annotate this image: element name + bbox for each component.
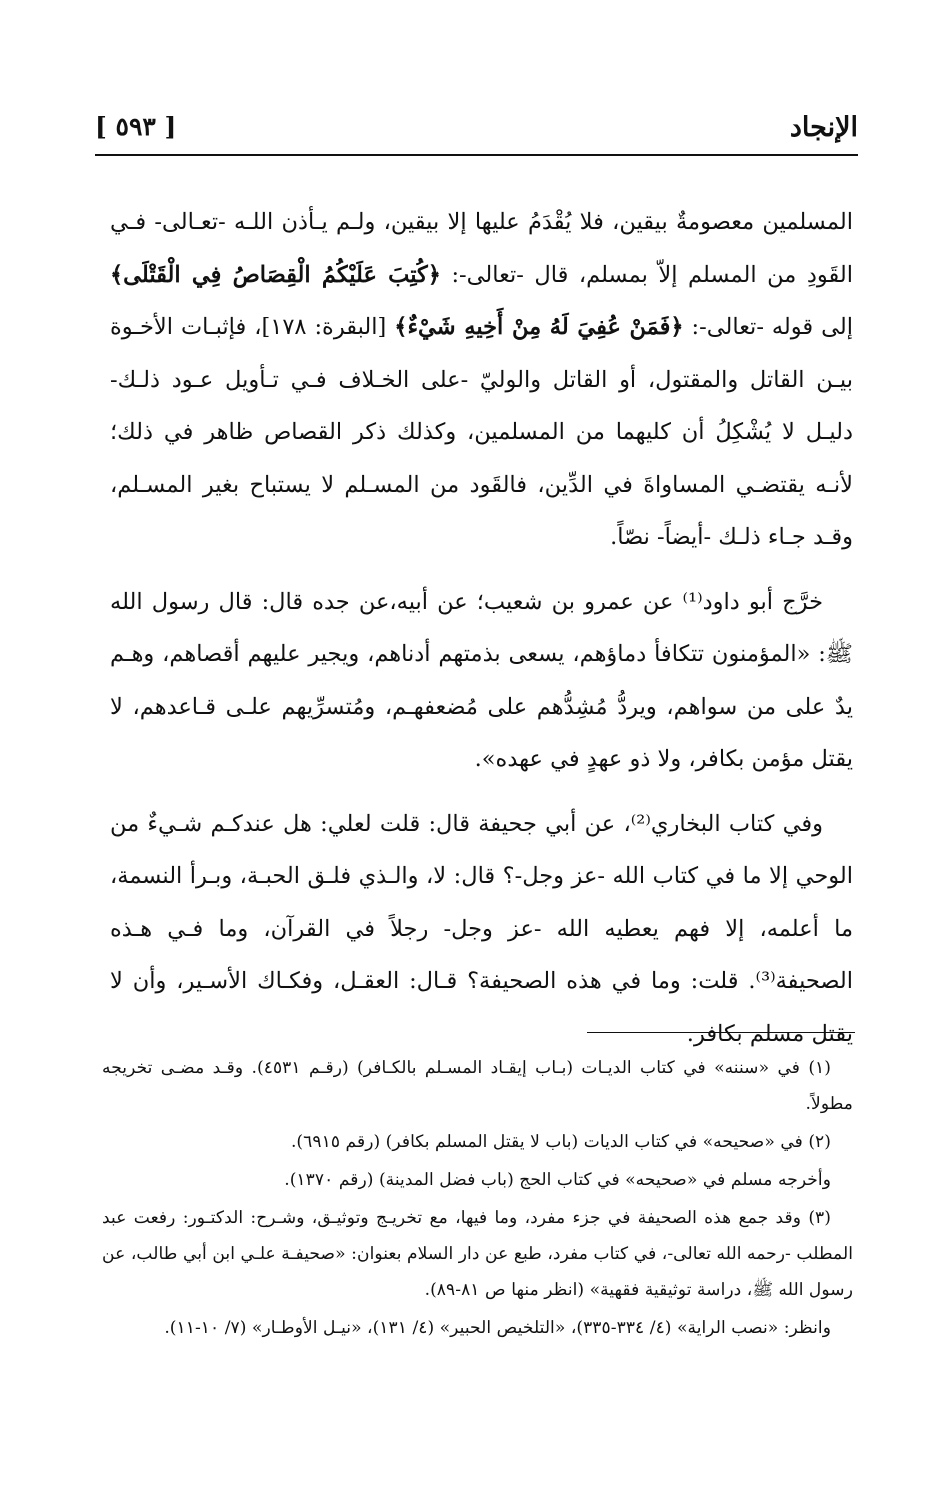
footnotes xyxy=(102,1050,853,1348)
footnote-3-extra: وانظر: «نصب الراية» (٤/ ٣٣٤-٣٣٥)، «التلخيص الحبير» (٤/ ١٣١)، «نيـل الأوطـار» (٧/ ١٠-١١). xyxy=(164,1318,831,1338)
running-title: الإنجاد xyxy=(789,112,858,143)
paragraph-2: خرَّج أبو داود⁽¹⁾ عن عمرو بن شعيب؛ عن أبيه،عن جده قال: قال رسول الله ﷺ: «المؤمنون تتكافأ دماؤهم، يسعى بذمتهم أدناهم، ويجير عليهم أقصاهم، وهـم يدٌ على من سواهم، ويردُّ مُشِدُّهم على مُضعفهـم، ومُتسرِّيهم علـى قـاعدهم، لا يقتل مؤمن بكافر، ولا ذو عهدٍ في عهده». xyxy=(110,588,853,772)
quran-verse-1: ﴿كُتِبَ عَلَيْكُمُ الْقِصَاصُ فِي الْقَتْلَى﴾ xyxy=(110,261,441,288)
footnote-2-extra: وأخرجه مسلم في «صحيحه» في كتاب الحج (باب فضل المدينة) (رقم ١٣٧٠). xyxy=(284,1170,831,1190)
footnote-2: (٢) في «صحيحه» في كتاب الديات (باب لا يقتل المسلم بكافر) (رقم ٦٩١٥). xyxy=(290,1132,831,1152)
paragraph-1-text-a: المسلمين معصومةٌ بيقين، فلا يُقْدَمُ عليها إلا بيقين، ولـم يـأذن اللـه -تعـالى- فـي القَودِ من المسلم إلاّ بمسلم، قال -تعالى-: xyxy=(110,209,854,288)
paragraph-1-text-c: [البقرة: ١٧٨]، فإثبـات الأخـوة بيـن القاتل والمقتول، أو القاتل والوليّ -على الخـلاف فـي تـأويل عـود ذلـك- دليـل لا يُشْكِلُ أن كليهما من المسلمين، وكذلك ذكر القصاص ظاهر في ذلك؛ لأنـه يقتضـي المساواةَ في الدِّين، فالقَود من المسـلم لا يستباح بغير المسـلم، وقـد جـاء ذلـك -أيضاً- نصّاً. xyxy=(110,314,853,550)
quran-verse-2: ﴿فَمَنْ عُفِيَ لَهُ مِنْ أَخِيهِ شَيْءٌ﴾ xyxy=(394,314,684,340)
page-number: [ ٥٩٣ ] xyxy=(95,112,177,141)
paragraph-1-text-b: إلى قوله -تعالى-: xyxy=(683,314,853,340)
footnote-1: (١) في «سننه» في كتاب الديـات (بـاب إيقـاد المسـلم بالكـافر) (رقـم ٤٥٣١). وقـد مضـى تخريجه مطولاً. xyxy=(102,1058,853,1114)
footnote-3: (٣) وقد جمع هذه الصحيفة في جزء مفرد، وما فيها، مع تخريـج وتوثيـق، وشـرح: الدكتـور: رفعت عبد المطلب -رحمه الله تعالى-، في كتاب مفرد، طبع عن دار السلام بعنوان: «صحيفـة علـي ابن أبي طالب، عن رسول الله ﷺ، دراسة توثيقية فقهية» (انظر منها ص ٨١-٨٩). xyxy=(102,1208,853,1300)
footnote-divider xyxy=(587,1032,855,1033)
paragraph-1 xyxy=(110,196,853,564)
main-text xyxy=(110,196,853,1072)
page-header xyxy=(95,108,858,156)
paragraph-3: وفي كتاب البخاري⁽²⁾، عن أبي جحيفة قال: قلت لعلي: هل عندكـم شـيءٌ من الوحي إلا ما في كتاب الله -عز وجل-؟ قال: لا، والـذي فلـق الحبـة، وبـرأ النسمة، ما أعلمه، إلا فهم يعطيه الله -عز وجل- رجلاً في القرآن، وما فـي هـذه الصحيفة⁽³⁾. قلت: وما في هذه الصحيفة؟ قـال: العقـل، وفكـاك الأسـير، وأن لا يقتل مسلم بكافر. xyxy=(110,810,853,1047)
